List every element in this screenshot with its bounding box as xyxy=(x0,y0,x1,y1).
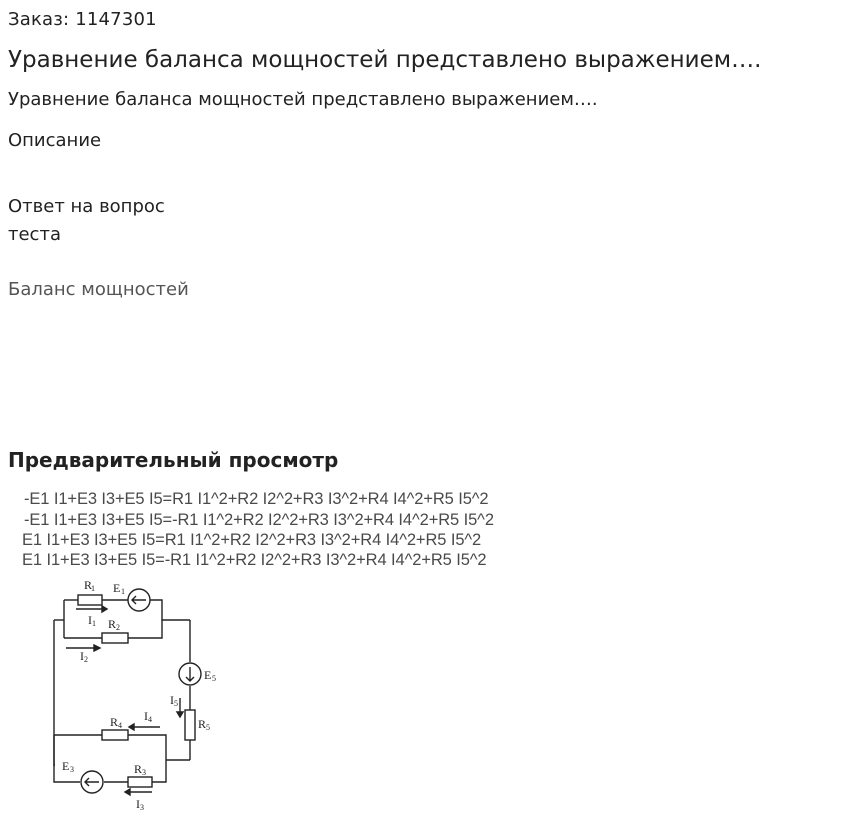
resistor-r3 xyxy=(128,777,152,787)
label-e5: E xyxy=(204,668,212,682)
label-r2: R xyxy=(108,617,117,631)
answer-value: Баланс мощностей xyxy=(8,279,189,300)
label-r4: R xyxy=(110,715,119,729)
label-r1: R xyxy=(84,580,93,592)
label-i4: I xyxy=(144,709,148,723)
preview-heading: Предварительный просмотр xyxy=(8,448,339,472)
answer-label: Ответ на вопрос теста xyxy=(8,196,165,245)
label-e5-sub: 5 xyxy=(212,674,216,683)
resistor-r2 xyxy=(102,633,128,643)
label-i3: I xyxy=(136,797,140,811)
label-e1-sub: 1 xyxy=(121,587,125,596)
label-i2-sub: 2 xyxy=(84,655,88,664)
label-e1: E xyxy=(113,581,121,595)
formula-option-4: E1 I1+E3 I3+E5 I5=-R1 I1^2+R2 I2^2+R3 I3^2+R4 I4^2+R5 I5^2 xyxy=(22,551,487,569)
label-e3-sub: 3 xyxy=(70,765,74,774)
formula-option-2: -E1 I1+E3 I3+E5 I5=-R1 I1^2+R2 I2^2+R3 I3^2+R4 I4^2+R5 I5^2 xyxy=(24,511,494,529)
order-number: Заказ: 1147301 xyxy=(8,9,157,30)
label-r3: R xyxy=(134,762,143,776)
question-text: Уравнение баланса мощностей представлено выражением…. xyxy=(8,89,598,110)
label-r3-sub: 3 xyxy=(142,768,146,777)
label-i1-sub: 1 xyxy=(92,619,96,628)
label-i5-sub: 5 xyxy=(174,699,178,708)
label-i2: I xyxy=(80,649,84,663)
label-r1-sub: 1 xyxy=(91,584,95,593)
label-i5: I xyxy=(170,693,174,707)
formula-option-3: E1 I1+E3 I3+E5 I5=R1 I1^2+R2 I2^2+R3 I3^2+R4 I4^2+R5 I5^2 xyxy=(22,531,482,549)
page-title: Уравнение баланса мощностей представлено выражением…. xyxy=(8,47,762,73)
label-r5: R xyxy=(198,717,207,731)
label-i1: I xyxy=(88,613,92,627)
label-r4-sub: 4 xyxy=(118,721,122,730)
preview-image xyxy=(22,490,562,830)
resistor-r4 xyxy=(102,730,128,740)
label-r5-sub: 5 xyxy=(206,723,210,732)
resistor-r5 xyxy=(185,710,195,740)
label-i4-sub: 4 xyxy=(148,715,152,724)
circuit-diagram xyxy=(22,580,232,820)
formula-option-1: -E1 I1+E3 I3+E5 I5=R1 I1^2+R2 I2^2+R3 I3^2+R4 I4^2+R5 I5^2 xyxy=(24,490,489,508)
label-i3-sub: 3 xyxy=(140,803,144,812)
description-label: Описание xyxy=(8,130,102,151)
label-r2-sub: 2 xyxy=(116,623,120,632)
resistor-r1 xyxy=(78,595,102,605)
label-e3: E xyxy=(62,759,70,773)
